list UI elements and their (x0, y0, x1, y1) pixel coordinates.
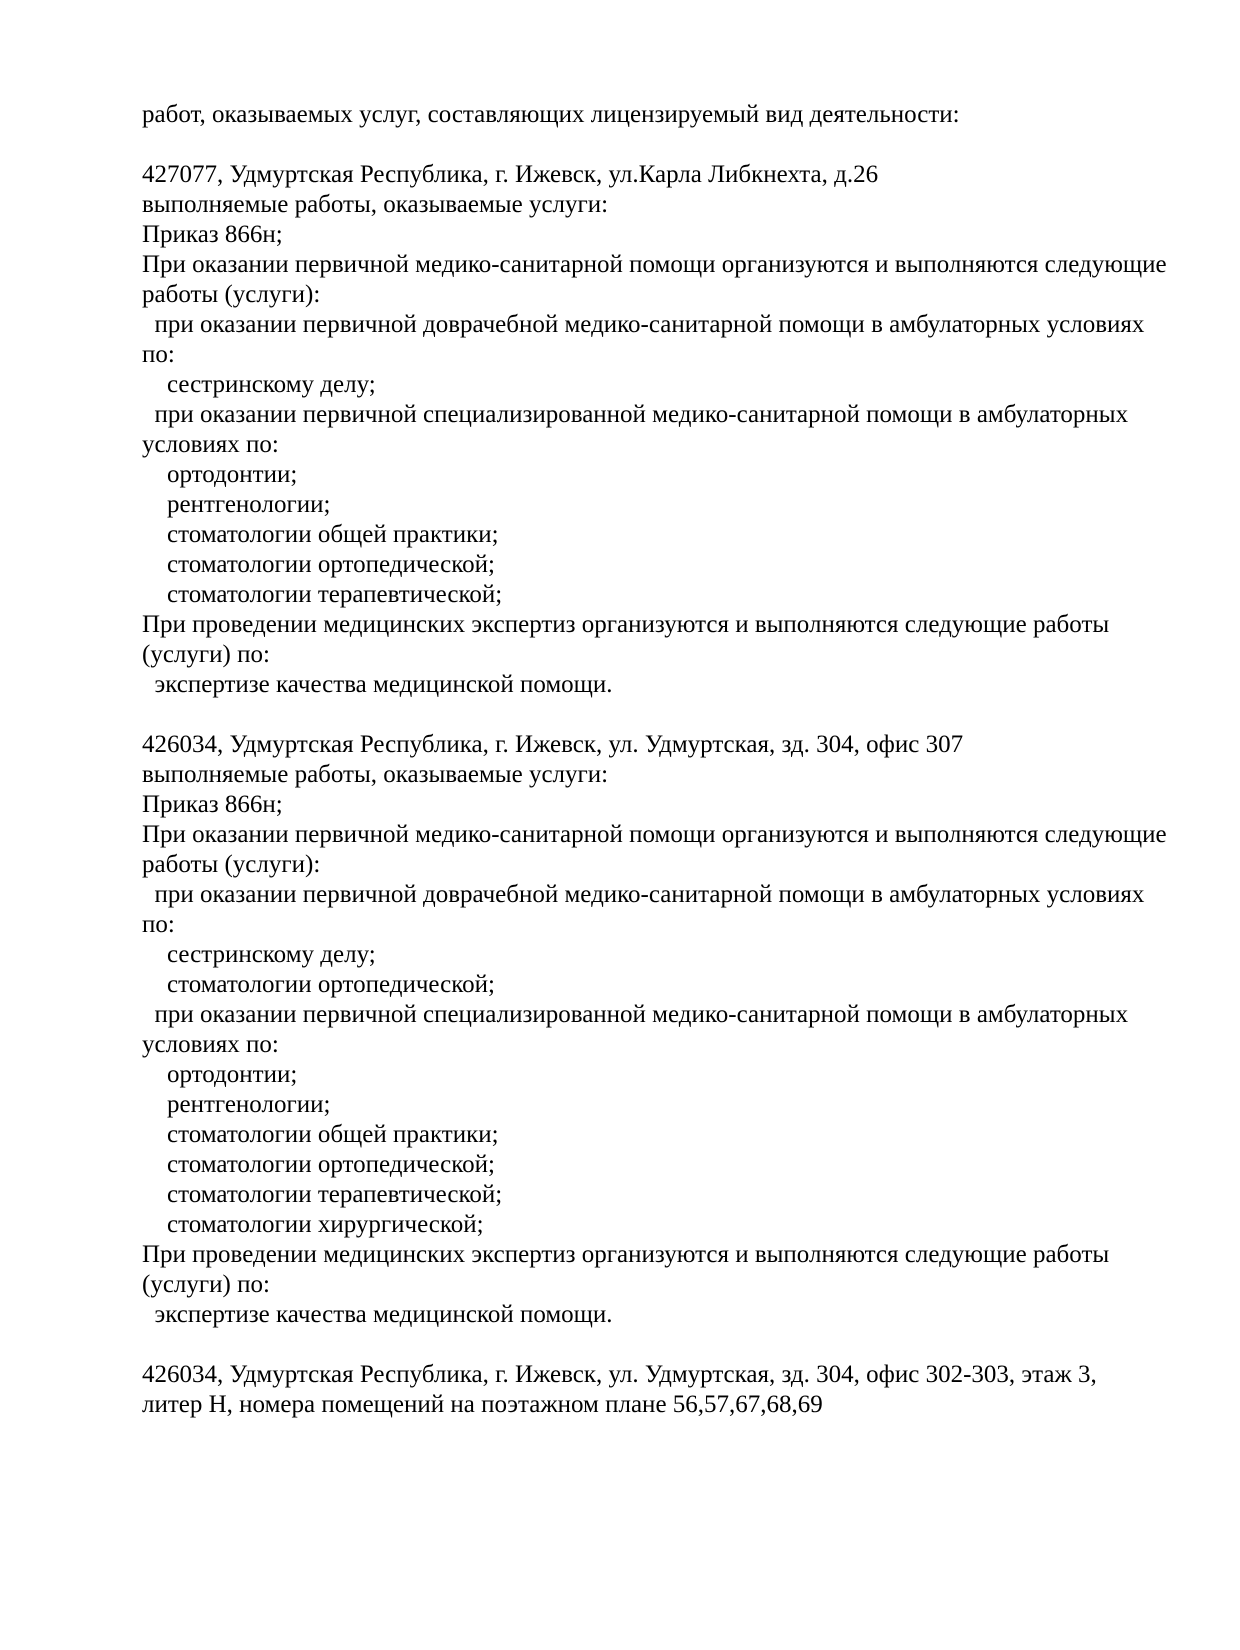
text-line: стоматологии ортопедической; (142, 1151, 495, 1178)
text-line: 427077, Удмуртская Республика, г. Ижевск, ул.Карла Либкнехта, д.26 (142, 161, 879, 188)
text-line: работы (услуги): (142, 851, 321, 878)
text-line: 426034, Удмуртская Республика, г. Ижевск, ул. Удмуртская, зд. 304, офис 302-303, этаж 3, (142, 1361, 1097, 1388)
text-line: по: (142, 911, 175, 938)
text-line: при оказании первичной специализированной медико-санитарной помощи в амбулаторных (142, 1001, 1129, 1028)
blank-line (142, 700, 1240, 730)
text-line: работ, оказываемых услуг, составляющих лицензируемый вид деятельности: (142, 101, 960, 128)
text-line: выполняемые работы, оказываемые услуги: (142, 761, 609, 788)
text-line: при оказании первичной специализированной медико-санитарной помощи в амбулаторных (142, 401, 1129, 428)
text-line: работы (услуги): (142, 281, 321, 308)
section-address-426034-udmurtskaya-304-office-302-303 (142, 1360, 1240, 1420)
text-line: При проведении медицинских экспертиз организуются и выполняются следующие работы (142, 1241, 1110, 1268)
document-page (142, 100, 1240, 1420)
text-line: Приказ 866н; (142, 791, 283, 818)
section-address-426034-udmurtskaya-304-office-307 (142, 730, 1240, 1330)
text-line: (услуги) по: (142, 641, 270, 668)
text-line: литер Н, номера помещений на поэтажном плане 56,57,67,68,69 (142, 1391, 823, 1418)
text-line: стоматологии ортопедической; (142, 971, 495, 998)
blank-line (142, 1330, 1240, 1360)
text-line: стоматологии хирургической; (142, 1211, 484, 1238)
text-line: сестринскому делу; (142, 371, 376, 398)
text-line: условиях по: (142, 431, 279, 458)
text-line: При проведении медицинских экспертиз организуются и выполняются следующие работы (142, 611, 1110, 638)
text-line: стоматологии общей практики; (142, 1121, 499, 1148)
text-line: 426034, Удмуртская Республика, г. Ижевск, ул. Удмуртская, зд. 304, офис 307 (142, 731, 964, 758)
text-line: рентгенологии; (142, 491, 331, 518)
text-line: Приказ 866н; (142, 221, 283, 248)
blank-line (142, 130, 1240, 160)
section-address-427077-karla-libknehta-26 (142, 160, 1240, 700)
text-line: по: (142, 341, 175, 368)
text-line: стоматологии терапевтической; (142, 581, 503, 608)
text-line: ортодонтии; (142, 1061, 298, 1088)
section-intro (142, 100, 1240, 130)
text-line: стоматологии общей практики; (142, 521, 499, 548)
text-line: выполняемые работы, оказываемые услуги: (142, 191, 609, 218)
text-line: (услуги) по: (142, 1271, 270, 1298)
text-line: стоматологии терапевтической; (142, 1181, 503, 1208)
text-line: При оказании первичной медико-санитарной помощи организуются и выполняются следующие (142, 821, 1167, 848)
text-line: экспертизе качества медицинской помощи. (142, 671, 613, 698)
text-line: рентгенологии; (142, 1091, 331, 1118)
text-line: ортодонтии; (142, 461, 298, 488)
text-line: условиях по: (142, 1031, 279, 1058)
text-line: При оказании первичной медико-санитарной помощи организуются и выполняются следующие (142, 251, 1167, 278)
text-line: при оказании первичной доврачебной медико-санитарной помощи в амбулаторных условиях (142, 881, 1145, 908)
text-line: экспертизе качества медицинской помощи. (142, 1301, 613, 1328)
text-line: стоматологии ортопедической; (142, 551, 495, 578)
text-line: сестринскому делу; (142, 941, 376, 968)
text-line: при оказании первичной доврачебной медико-санитарной помощи в амбулаторных условиях (142, 311, 1145, 338)
